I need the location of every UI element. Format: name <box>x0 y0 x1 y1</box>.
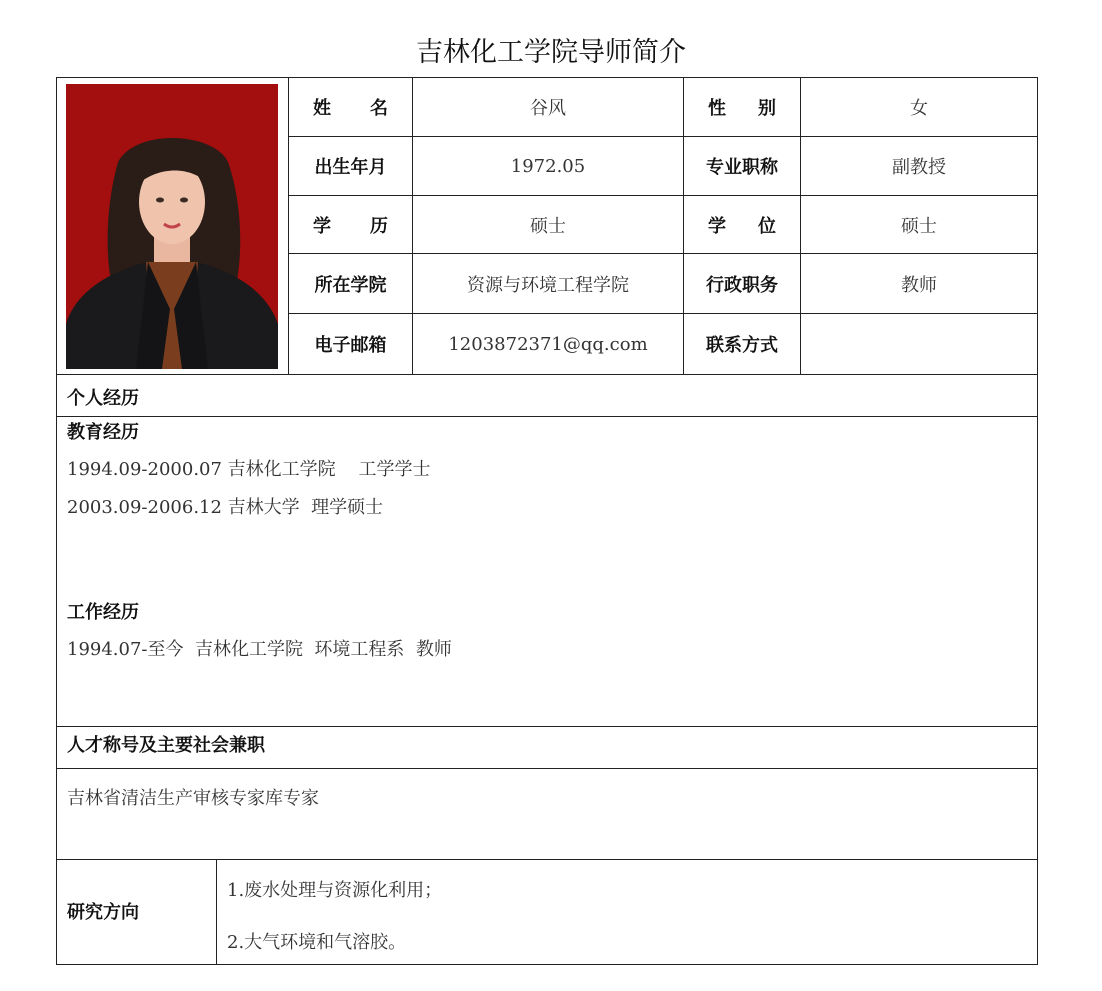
degree-label-char: 学 <box>708 215 726 237</box>
professional-title-label: 专业职称 <box>706 157 778 178</box>
name-label-char: 姓 <box>313 98 331 119</box>
degree-label-char: 位 <box>758 215 776 237</box>
research-item: 2.大气环境和气溶胶。 <box>227 932 407 953</box>
honors-header: 人才称号及主要社会兼职 <box>67 735 265 756</box>
row-divider <box>56 416 1038 417</box>
row-divider <box>56 859 1038 860</box>
degree-label <box>684 196 800 253</box>
work-line: 1994.07-至今 吉林化工学院 环境工程系 教师 <box>67 639 452 660</box>
gender-label-char: 性 <box>708 98 726 119</box>
birth-value: 1972.05 <box>510 155 586 177</box>
experience-header: 个人经历 <box>67 388 139 409</box>
degree-value: 硕士 <box>901 215 937 237</box>
education-label <box>289 196 412 253</box>
college-value: 资源与环境工程学院 <box>467 274 629 296</box>
portrait-photo <box>66 84 278 369</box>
gender-label <box>684 78 800 136</box>
name-label-char: 名 <box>370 98 388 119</box>
birth-label: 出生年月 <box>314 157 387 178</box>
admin-position-value: 教师 <box>901 274 937 296</box>
email-label: 电子邮箱 <box>314 335 387 356</box>
education-value: 硕士 <box>530 215 566 237</box>
row-divider <box>56 768 1038 769</box>
professional-title-value: 副教授 <box>892 157 946 178</box>
email-value: 1203872371@qq.com <box>448 333 648 355</box>
row-divider <box>56 726 1038 727</box>
gender-value: 女 <box>910 98 928 119</box>
col-divider <box>216 859 217 965</box>
education-heading: 教育经历 <box>67 422 139 443</box>
education-label-char: 学 <box>313 215 331 237</box>
education-line: 1994.09-2000.07 吉林化工学院 工学学士 <box>67 459 431 480</box>
name-value: 谷风 <box>530 98 566 119</box>
row-divider <box>56 374 1038 375</box>
name-label <box>289 78 412 136</box>
work-heading: 工作经历 <box>67 602 139 623</box>
research-item: 1.废水处理与资源化利用； <box>227 880 443 901</box>
research-label: 研究方向 <box>67 902 139 923</box>
admin-position-label: 行政职务 <box>706 274 778 296</box>
page-title: 吉林化工学院导师简介 <box>416 37 686 68</box>
education-line: 2003.09-2006.12 吉林大学 理学硕士 <box>67 497 384 518</box>
gender-label-char: 别 <box>758 98 776 119</box>
honors-content: 吉林省清洁生产审核专家库专家 <box>67 788 319 809</box>
contact-value <box>801 314 1037 374</box>
contact-label: 联系方式 <box>706 335 778 356</box>
college-label: 所在学院 <box>314 274 387 296</box>
education-label-char: 历 <box>370 215 388 237</box>
